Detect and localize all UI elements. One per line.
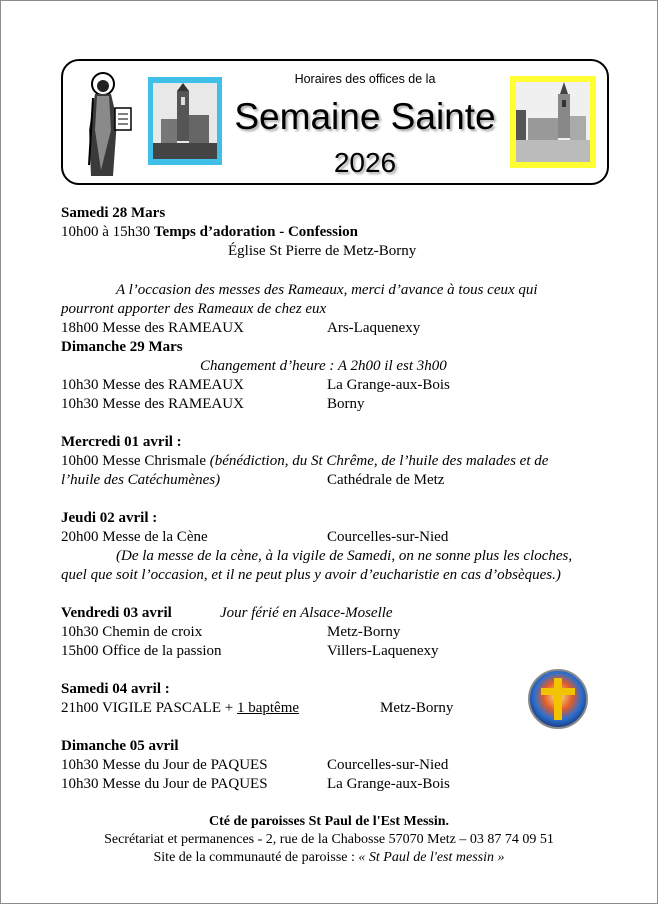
friday-place: Metz-Borny (327, 624, 401, 640)
footer-address: Secrétariat et permanences - 2, rue de la Chabosse 57070 Metz – 03 87 74 09 51 (104, 832, 554, 847)
footer-site-label: Site de la communauté de paroisse : (153, 850, 355, 865)
vigil-line (61, 699, 299, 717)
page-title: Semaine Sainte (234, 96, 496, 137)
church-photo-left (148, 77, 222, 165)
vigil-place: Metz-Borny (380, 700, 454, 716)
header-year: 2026 (333, 147, 397, 178)
cene-label: 20h00 Messe de la Cène (61, 529, 208, 545)
rameaux-note-line1: A l’occasion des messes des Rameaux, merci d’avance à tous ceux qui (116, 282, 538, 298)
mass-row: 10h30 Messe des RAMEAUX (61, 396, 244, 412)
footer-site (0, 849, 658, 867)
cene-place: Courcelles-sur-Nied (327, 529, 449, 545)
adoration-place: Église St Pierre de Metz-Borny (228, 243, 417, 259)
header-subtitle: Horaires des offices de la (294, 72, 436, 86)
adoration-line (61, 223, 358, 241)
heading-dimanche-29: Dimanche 29 Mars (61, 339, 183, 355)
easter-place: Courcelles-sur-Nied (327, 757, 449, 773)
friday-row: 10h30 Chemin de croix (61, 624, 203, 640)
friday-place: Villers-Laquenexy (327, 643, 439, 659)
heading-mercredi-01: Mercredi 01 avril : (61, 434, 182, 450)
rameaux-note-line2: pourront apporter des Rameaux de chez eux (61, 301, 327, 317)
chrismale-place: Cathédrale de Metz (327, 472, 445, 488)
heading-vendredi-03: Vendredi 03 avril (61, 605, 172, 621)
chrismale-label: 10h00 Messe Chrismale (61, 453, 206, 469)
heading-dimanche-05: Dimanche 05 avril (61, 738, 179, 754)
vigil-baptism: 1 baptême (236, 700, 300, 716)
church-tower-icon (153, 83, 217, 159)
footer-site-name: « St Paul de l'est messin » (358, 850, 505, 865)
footer-parish-name: Cté de paroisses St Paul de l'Est Messin. (208, 814, 450, 829)
place-ars: Ars-Laquenexy (327, 320, 421, 336)
mass-row: 10h30 Messe des RAMEAUX (61, 377, 244, 393)
heading-samedi-04: Samedi 04 avril : (61, 681, 170, 697)
time-change-note: Changement d’heure : A 2h00 il est 3h00 (200, 358, 447, 374)
church-building-icon (516, 82, 590, 162)
mass-place: La Grange-aux-Bois (327, 377, 450, 393)
mass-rameaux-ars: 18h00 Messe des RAMEAUX (61, 320, 244, 336)
chrismale-note-2: l’huile des Catéchumènes) (61, 472, 221, 488)
church-photo-right (510, 76, 596, 168)
adoration-title: Temps d’adoration - Confession (153, 224, 358, 240)
easter-row: 10h30 Messe du Jour de PAQUES (61, 776, 268, 792)
saint-paul-illustration (83, 70, 139, 178)
easter-place: La Grange-aux-Bois (327, 776, 450, 792)
mass-place: Borny (327, 396, 365, 412)
cross-icon (527, 668, 589, 730)
heading-samedi-28: Samedi 28 Mars (61, 205, 166, 221)
holiday-note: Jour férié en Alsace-Moselle (220, 605, 393, 621)
friday-row: 15h00 Office de la passion (61, 643, 222, 659)
chrismale-line (61, 452, 548, 470)
adoration-time: 10h00 à 15h30 (61, 224, 151, 240)
chrismale-note-1: (bénédiction, du St Chrême, de l’huile des malades et de (209, 453, 549, 469)
cene-note-1: (De la messe de la cène, à la vigile de Samedi, on ne sonne plus les cloches, (116, 548, 573, 564)
cene-note-2: quel que soit l’occasion, et il ne peut plus y avoir d’eucharistie en cas d’obsèques.) (61, 567, 561, 583)
heading-jeudi-02: Jeudi 02 avril : (61, 510, 158, 526)
easter-row: 10h30 Messe du Jour de PAQUES (61, 757, 268, 773)
vigil-label: 21h00 VIGILE PASCALE + (61, 700, 234, 716)
